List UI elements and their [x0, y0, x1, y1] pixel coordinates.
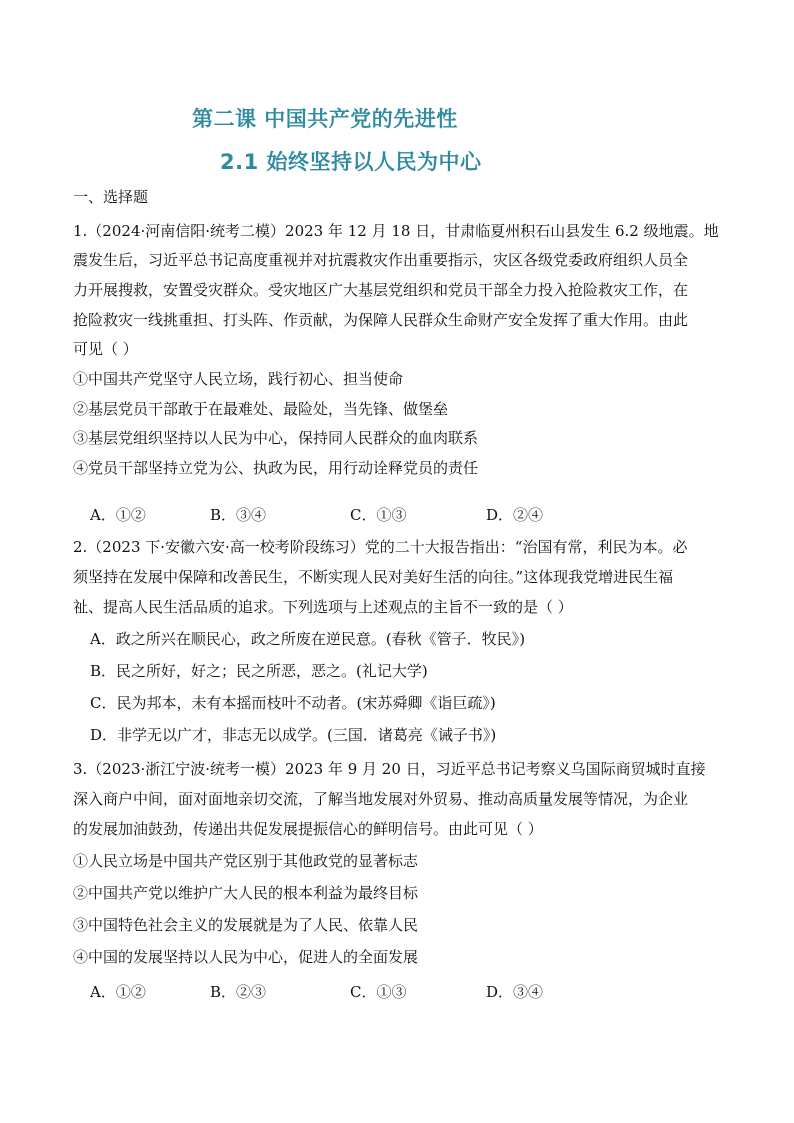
question-1-line-3: 力开展搜救，安置受灾群众。受灾地区广大基层党组织和党员干部全力投入抢险救灾工作，在: [73, 281, 689, 299]
question-1-statement-3: ③基层党组织坚持以人民为中心，保持同人民群众的血肉联系: [73, 429, 479, 447]
question-3-option-a[interactable]: A．①②: [90, 983, 146, 1001]
question-1-line-5: 可见（ ）: [73, 340, 138, 358]
question-1-option-d[interactable]: D．②④: [486, 506, 544, 524]
question-1-line-4: 抢险救灾一线挑重担、打头阵、作贡献，为保障人民群众生命财产安全发挥了重大作用。由此: [73, 311, 689, 329]
question-2-choice-d[interactable]: D．非学无以广才，非志无以成学。(三国．诸葛亮《诫子书》): [90, 726, 497, 744]
question-1-statement-4: ④党员干部坚持立党为公、执政为民，用行动诠释党员的责任: [73, 459, 479, 477]
question-1-option-a[interactable]: A．①②: [90, 506, 146, 524]
question-1-line-1: 1.（2024·河南信阳·统考二模）2023 年 12 月 18 日，甘肃临夏州积石山县发生 6.2 级地震。地: [73, 222, 719, 240]
question-3-line-3: 的发展加油鼓劲，传递出共促发展提振信心的鲜明信号。由此可见（ ）: [73, 820, 543, 838]
question-3-statement-3: ③中国特色社会主义的发展就是为了人民、依靠人民: [73, 916, 419, 934]
question-3-statement-2: ②中国共产党以维护广大人民的根本利益为最终目标: [73, 884, 419, 902]
section-heading: 一、选择题: [73, 188, 149, 206]
question-3-options: [90, 982, 690, 1002]
question-3-statement-1: ①人民立场是中国共产党区别于其他政党的显著标志: [73, 852, 419, 870]
question-2-choice-b[interactable]: B．民之所好，好之；民之所恶，恶之。(礼记大学): [90, 662, 428, 680]
question-3-option-c[interactable]: C．①③: [350, 983, 407, 1001]
question-2-line-1: 2.（2023 下·安徽六安·高一校考阶段练习）党的二十大报告指出：“治国有常，利民为本。必: [73, 538, 688, 556]
question-3-statement-4: ④中国的发展坚持以人民为中心，促进人的全面发展: [73, 948, 419, 966]
question-2-line-2: 须坚持在发展中保障和改善民生，不断实现人民对美好生活的向往。”这体现我党增进民生福: [73, 568, 674, 586]
question-3-option-b[interactable]: B．②③: [210, 983, 267, 1001]
question-1-statement-2: ②基层党员干部敢于在最难处、最险处，当先锋、做堡垒: [73, 400, 449, 418]
question-3-option-d[interactable]: D．③④: [486, 983, 544, 1001]
section-title: 2.1 始终坚持以人民为中心: [220, 150, 482, 174]
lesson-title: 第二课 中国共产党的先进性: [192, 107, 458, 131]
question-1-options: [90, 505, 690, 525]
question-2-line-3: 祉、提高人民生活品质的追求。下列选项与上述观点的主旨不一致的是（ ）: [73, 598, 573, 616]
question-2-choice-c[interactable]: C．民为邦本，未有本摇而枝叶不动者。(宋苏舜卿《诣巨疏》): [90, 694, 496, 712]
question-1-line-2: 震发生后，习近平总书记高度重视并对抗震救灾作出重要指示，灾区各级党委政府组织人员全: [73, 251, 689, 269]
question-1-option-b[interactable]: B．③④: [210, 506, 267, 524]
question-3-line-2: 深入商户中间，面对面地亲切交流，了解当地发展对外贸易、推动高质量发展等情况，为企业: [73, 790, 689, 808]
question-3-line-1: 3.（2023·浙江宁波·统考一模）2023 年 9 月 20 日，习近平总书记考察义乌国际商贸城时直接: [73, 760, 706, 778]
question-2-choice-a[interactable]: A．政之所兴在顺民心，政之所废在逆民意。(春秋《管子．牧民》): [90, 630, 526, 648]
question-1-option-c[interactable]: C．①③: [350, 506, 407, 524]
question-1-statement-1: ①中国共产党坚守人民立场，践行初心、担当使命: [73, 370, 404, 388]
